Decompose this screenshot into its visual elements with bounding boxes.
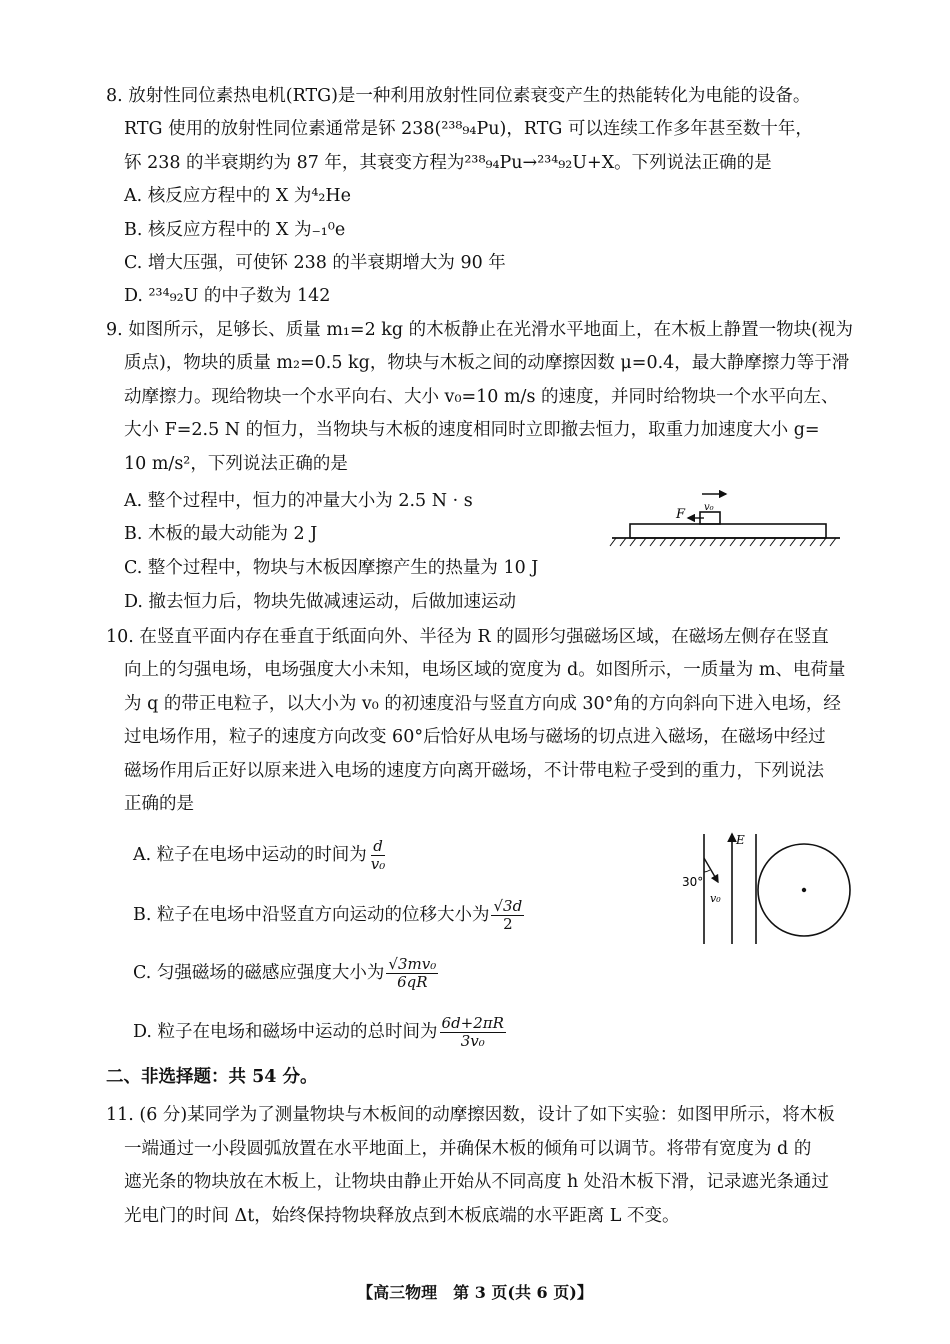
q9-stem-line-1: 9. 如图所示，足够长、质量 m₁=2 kg 的木板静止在光滑水平地面上，在木板上静置一物块(视为 (106, 320, 853, 340)
q9-option-a: A. 整个过程中，恒力的冲量大小为 2.5 N · s (124, 491, 473, 511)
q9-stem-line-3: 动摩擦力。现给物块一个水平向右、大小 v₀=10 m/s 的速度，并同时给物块一个水平向左、 (124, 387, 839, 407)
q11-stem-line-3: 遮光条的物块放在木板上，让物块由静止开始从不同高度 h 处沿木板下滑，记录遮光条通过 (124, 1172, 829, 1192)
q10-stem-line-2: 向上的匀强电场，电场强度大小未知，电场区域的宽度为 d。如图所示，一质量为 m、电荷量 (124, 660, 846, 680)
angle-label: 30° (682, 875, 704, 889)
q9-board-figure (604, 486, 844, 556)
q9-option-c: C. 整个过程中，物块与木板因摩擦产生的热量为 10 J (124, 558, 539, 578)
q8-option-d: D. ²³⁴₉₂U 的中子数为 142 (124, 286, 331, 306)
angle-arc (704, 870, 710, 872)
q10-option-d-text: D. 粒子在电场和磁场中运动的总时间为 (133, 1022, 438, 1042)
q10-option-b-text: B. 粒子在电场中沿竖直方向运动的位移大小为 (133, 905, 490, 925)
page-footer: 【高三物理 第 3 页(共 6 页)】 (357, 1283, 593, 1302)
q10-stem-line-4: 过电场作用，粒子的速度方向改变 60°后恰好从电场与磁场的切点进入磁场，在磁场中经过 (124, 727, 826, 747)
ground-hatching (610, 538, 836, 546)
q9-option-d: D. 撤去恒力后，物块先做减速运动，后做加速运动 (124, 592, 517, 612)
q10-option-c-fraction: $\frac{\text{√3mv₀}}{6qR}$ (388, 955, 437, 991)
q10-option-d (133, 1015, 506, 1050)
force-label: F (676, 507, 686, 522)
q8-option-c: C. 增大压强，可使钚 238 的半衰期增大为 90 年 (124, 253, 506, 273)
field-label-e: E (736, 833, 745, 847)
particle-velocity-arrow (704, 858, 718, 882)
q11-stem-line-4: 光电门的时间 Δt，始终保持物块释放点到木板底端的水平距离 L 不变。 (124, 1206, 680, 1226)
q10-stem-line-5: 磁场作用后正好以原来进入电场的速度方向离开磁场，不计带电粒子受到的重力，下列说法 (124, 761, 824, 781)
q10-stem-line-6: 正确的是 (124, 794, 194, 814)
velocity-label: v₀ (704, 502, 714, 513)
q11-stem-line-2: 一端通过一小段圆弧放置在水平地面上，并确保木板的倾角可以调节。将带有宽度为 d 的 (124, 1139, 812, 1159)
section-2-heading: 二、非选择题：共 54 分。 (106, 1067, 318, 1087)
circle-center-dot (802, 888, 806, 892)
board (630, 524, 826, 538)
q10-option-c-text: C. 匀强磁场的磁感应强度大小为 (133, 963, 385, 983)
q8-option-b: B. 核反应方程中的 X 为₋₁⁰e (124, 220, 346, 240)
q8-stem-line-1: 8. 放射性同位素热电机(RTG)是一种利用放射性同位素衰变产生的热能转化为电能的设备。 (106, 86, 811, 106)
q9-stem-line-2: 质点)，物块的质量 m₂=0.5 kg，物块与木板之间的动摩擦因数 μ=0.4，最大静摩擦力等于滑 (124, 353, 850, 373)
q10-option-b (133, 898, 524, 933)
q8-stem-line-2: RTG 使用的放射性同位素通常是钚 238(²³⁸₉₄Pu)，RTG 可以连续工作多年甚至数十年， (124, 119, 813, 139)
q8-stem-line-3: 钚 238 的半衰期约为 87 年，其衰变方程为²³⁸₉₄Pu→²³⁴₉₂U+X。下列说法正确的是 (124, 153, 772, 173)
q10-stem-line-1: 10. 在竖直平面内存在垂直于纸面向外、半径为 R 的圆形匀强磁场区域，在磁场左侧存在竖直 (106, 627, 829, 647)
q10-option-a-fraction: $\frac{d}{\text{v₀}}$ (370, 837, 386, 873)
q10-option-c (133, 956, 438, 991)
q10-option-a-text: A. 粒子在电场中运动的时间为 (133, 845, 367, 865)
velocity-label-v0: v₀ (710, 892, 721, 905)
q9-stem-line-5: 10 m/s²，下列说法正确的是 (124, 454, 348, 474)
q11-stem-line-1: 11. (6 分)某同学为了测量物块与木板间的动摩擦因数，设计了如下实验：如图甲所示，将木板 (106, 1105, 835, 1125)
q8-option-a: A. 核反应方程中的 X 为⁴₂He (124, 186, 351, 206)
q10-option-d-fraction: $\frac{6d+2\pi R}{\text{3v₀}}$ (441, 1014, 504, 1050)
q10-stem-line-3: 为 q 的带正电粒子，以大小为 v₀ 的初速度沿与竖直方向成 30°角的方向斜向下进入电场，经 (124, 694, 841, 714)
q9-option-b: B. 木板的最大动能为 2 J (124, 524, 318, 544)
q10-option-a (133, 838, 387, 873)
q10-field-figure (676, 830, 876, 950)
q9-stem-line-4: 大小 F=2.5 N 的恒力，当物块与木板的速度相同时立即撤去恒力，取重力加速度大小 g= (124, 420, 820, 440)
q10-option-b-fraction: $\frac{√3d}{2}$ (493, 897, 523, 933)
